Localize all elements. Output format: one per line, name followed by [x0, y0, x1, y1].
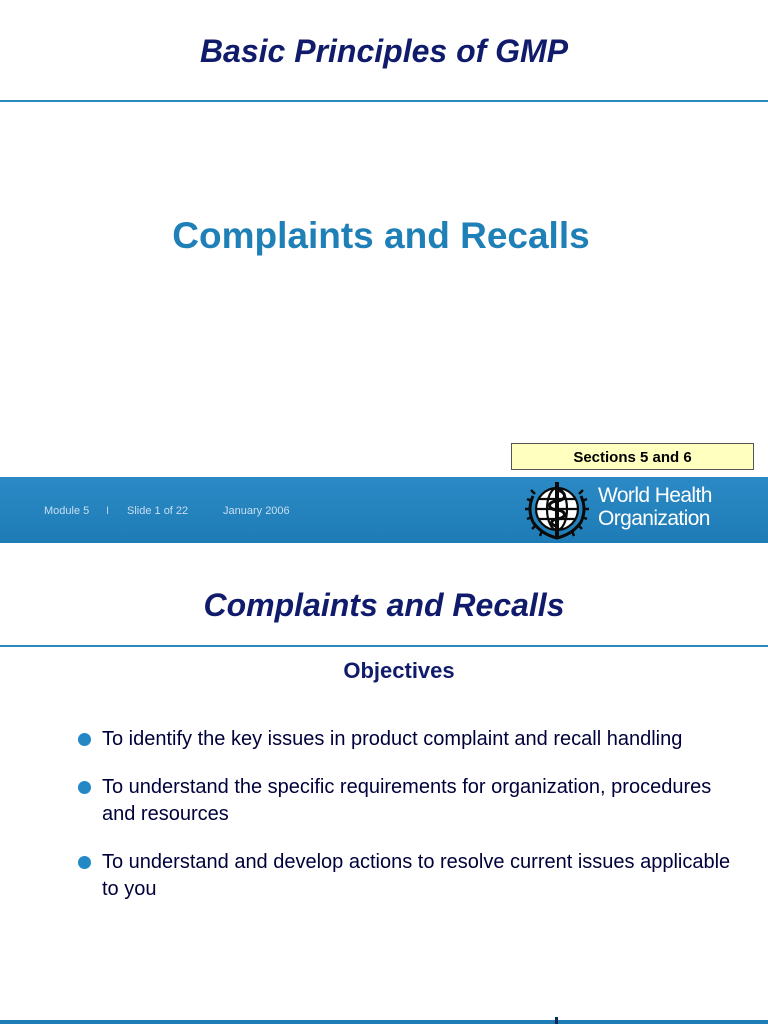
footer-date: January 2006: [223, 505, 290, 517]
organization-name: [598, 484, 758, 530]
list-item: [78, 726, 738, 753]
bullet-icon: [78, 781, 91, 794]
list-item: [78, 849, 738, 903]
header-divider: [0, 645, 768, 647]
slide-subtitle: Objectives: [343, 658, 455, 683]
list-item-text: To understand the specific requirements for organization, procedures and resources: [102, 776, 712, 825]
footer-marker: [555, 1017, 558, 1024]
organization-name-line1: World Health: [598, 484, 712, 507]
slide-header: Complaints and Recalls: [203, 587, 565, 623]
slide-title: Complaints and Recalls: [172, 215, 590, 256]
sections-label-box: Sections 5 and 6: [511, 443, 754, 470]
footer-slide-number: Slide 1 of 22: [127, 505, 189, 517]
footer-module: Module 5: [44, 505, 90, 517]
header-divider: [0, 100, 768, 102]
footer-separator: I: [106, 505, 110, 517]
bullet-icon: [78, 856, 91, 869]
list-item-text: To identify the key issues in product complaint and recall handling: [102, 728, 683, 750]
objectives-slide: [0, 543, 768, 1024]
footer-divider: [0, 1020, 768, 1024]
bullet-icon: [78, 733, 91, 746]
objectives-list: [78, 726, 738, 924]
organization-name-line2: Organization: [598, 507, 710, 530]
list-item-text: To understand and develop actions to resolve current issues applicable to you: [102, 851, 731, 900]
list-item: [78, 774, 738, 828]
slide-header: Basic Principles of GMP: [199, 33, 569, 69]
who-emblem-icon: [521, 476, 593, 542]
